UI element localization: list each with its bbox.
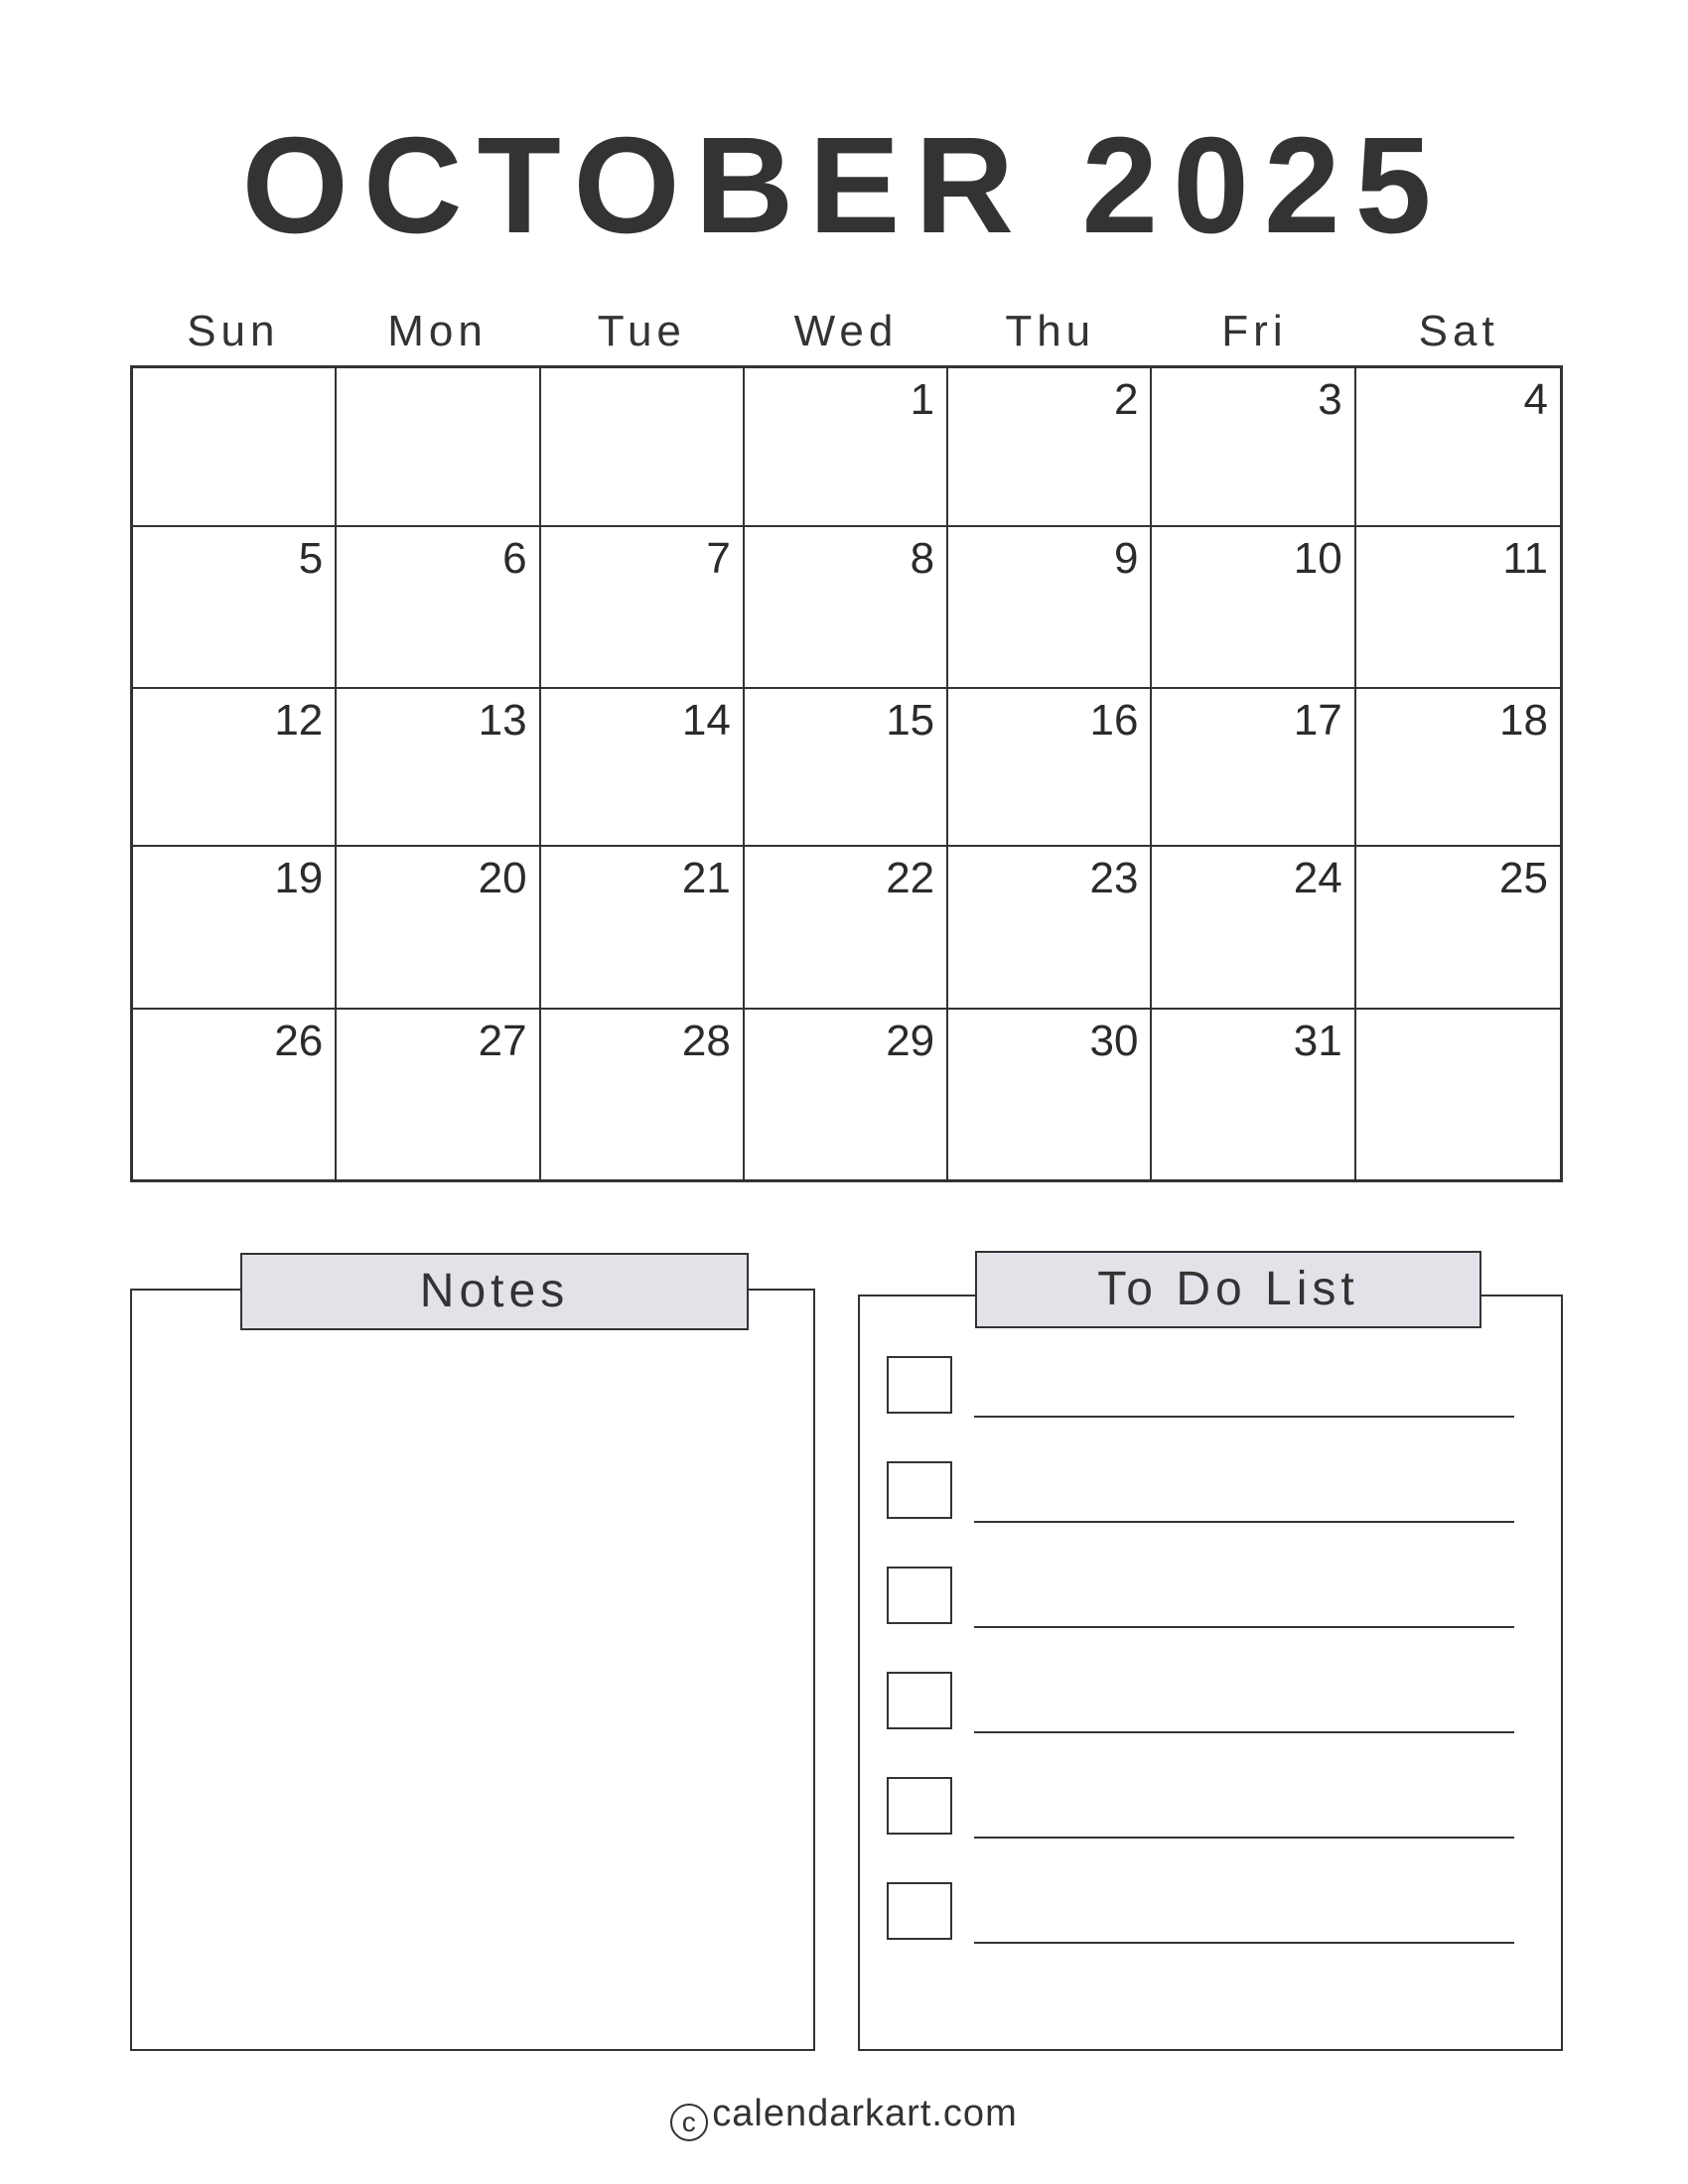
- day-number: 22: [886, 854, 935, 902]
- page-title: OCTOBER 2025: [241, 109, 1447, 262]
- todo-write-line[interactable]: [974, 1837, 1514, 1839]
- weekday-header-row: [131, 307, 1561, 355]
- day-number: 25: [1499, 854, 1548, 902]
- weekday-label: Fri: [1221, 307, 1288, 355]
- todo-item: [887, 1356, 1514, 1418]
- weekday-label: Sun: [187, 307, 280, 355]
- todo-write-line[interactable]: [974, 1521, 1514, 1523]
- day-cell[interactable]: [1152, 847, 1355, 1010]
- day-number: 6: [502, 534, 527, 583]
- day-number: 19: [274, 854, 324, 902]
- day-cell[interactable]: [133, 368, 337, 527]
- day-cell[interactable]: [1152, 689, 1355, 847]
- day-cell[interactable]: [745, 689, 948, 847]
- day-number: 28: [681, 1017, 731, 1065]
- day-number: 16: [1089, 696, 1139, 745]
- day-cell[interactable]: [1356, 689, 1560, 847]
- day-number: 12: [274, 696, 324, 745]
- day-number: 5: [298, 534, 324, 583]
- day-number: 3: [1318, 375, 1342, 424]
- weekday-label: Sat: [1418, 307, 1499, 355]
- day-cell[interactable]: [1356, 1010, 1560, 1179]
- weekday-label: Thu: [1005, 307, 1096, 355]
- day-cell[interactable]: [541, 527, 745, 689]
- todo-item: [887, 1567, 1514, 1628]
- day-number: 30: [1089, 1017, 1139, 1065]
- day-cell[interactable]: [337, 527, 540, 689]
- day-cell[interactable]: [1152, 368, 1355, 527]
- day-number: 17: [1293, 696, 1342, 745]
- day-cell[interactable]: [948, 1010, 1152, 1179]
- day-cell[interactable]: [541, 368, 745, 527]
- todo-item: [887, 1882, 1514, 1944]
- day-cell[interactable]: [337, 847, 540, 1010]
- todo-checkbox[interactable]: [887, 1777, 952, 1835]
- day-number: 23: [1089, 854, 1139, 902]
- day-cell[interactable]: [337, 689, 540, 847]
- day-number: 29: [886, 1017, 935, 1065]
- todo-list-heading: To Do List: [975, 1251, 1481, 1328]
- day-cell[interactable]: [541, 847, 745, 1010]
- day-cell[interactable]: [745, 1010, 948, 1179]
- todo-item: [887, 1777, 1514, 1839]
- day-number: 10: [1293, 534, 1342, 583]
- day-cell[interactable]: [948, 847, 1152, 1010]
- day-cell[interactable]: [948, 527, 1152, 689]
- day-number: 26: [274, 1017, 324, 1065]
- copyright-icon: c: [670, 2104, 708, 2141]
- todo-checkbox[interactable]: [887, 1567, 952, 1624]
- weekday-label: Mon: [387, 307, 488, 355]
- day-cell[interactable]: [133, 527, 337, 689]
- day-cell[interactable]: [745, 368, 948, 527]
- day-cell[interactable]: [541, 1010, 745, 1179]
- todo-item: [887, 1461, 1514, 1523]
- day-number: 15: [886, 696, 935, 745]
- day-cell[interactable]: [1356, 527, 1560, 689]
- day-number: 1: [910, 375, 935, 424]
- day-number: 21: [681, 854, 731, 902]
- todo-write-line[interactable]: [974, 1626, 1514, 1628]
- day-cell[interactable]: [948, 689, 1152, 847]
- day-cell[interactable]: [337, 368, 540, 527]
- day-cell[interactable]: [745, 847, 948, 1010]
- day-cell[interactable]: [948, 368, 1152, 527]
- weekday-label: Wed: [793, 307, 899, 355]
- calendar-grid: [130, 365, 1563, 1182]
- day-number: 8: [910, 534, 935, 583]
- todo-checkbox[interactable]: [887, 1356, 952, 1414]
- todo-checkbox[interactable]: [887, 1461, 952, 1519]
- day-number: 13: [478, 696, 527, 745]
- day-cell[interactable]: [1152, 527, 1355, 689]
- todo-write-line[interactable]: [974, 1731, 1514, 1733]
- day-cell[interactable]: [133, 1010, 337, 1179]
- day-cell[interactable]: [1152, 1010, 1355, 1179]
- weekday-label: Tue: [597, 307, 686, 355]
- day-cell[interactable]: [133, 847, 337, 1010]
- day-cell[interactable]: [133, 689, 337, 847]
- day-number: 27: [478, 1017, 527, 1065]
- day-number: 14: [681, 696, 731, 745]
- notes-heading: Notes: [240, 1253, 749, 1330]
- footer-site: calendarkart.com: [712, 2093, 1018, 2134]
- day-cell[interactable]: [337, 1010, 540, 1179]
- todo-write-line[interactable]: [974, 1416, 1514, 1418]
- notes-area[interactable]: [130, 1289, 815, 2051]
- day-number: 7: [706, 534, 731, 583]
- day-number: 4: [1523, 375, 1548, 424]
- todo-write-line[interactable]: [974, 1942, 1514, 1944]
- day-number: 31: [1293, 1017, 1342, 1065]
- day-cell[interactable]: [1356, 847, 1560, 1010]
- footer-credit: [0, 2093, 1688, 2141]
- day-number: 9: [1113, 534, 1139, 583]
- day-number: 11: [1502, 534, 1548, 583]
- day-cell[interactable]: [1356, 368, 1560, 527]
- day-number: 2: [1113, 375, 1139, 424]
- todo-checkbox[interactable]: [887, 1882, 952, 1940]
- day-number: 20: [478, 854, 527, 902]
- todo-item: [887, 1672, 1514, 1733]
- day-number: 24: [1293, 854, 1342, 902]
- day-cell[interactable]: [745, 527, 948, 689]
- day-cell[interactable]: [541, 689, 745, 847]
- todo-checkbox[interactable]: [887, 1672, 952, 1729]
- day-number: 18: [1499, 696, 1548, 745]
